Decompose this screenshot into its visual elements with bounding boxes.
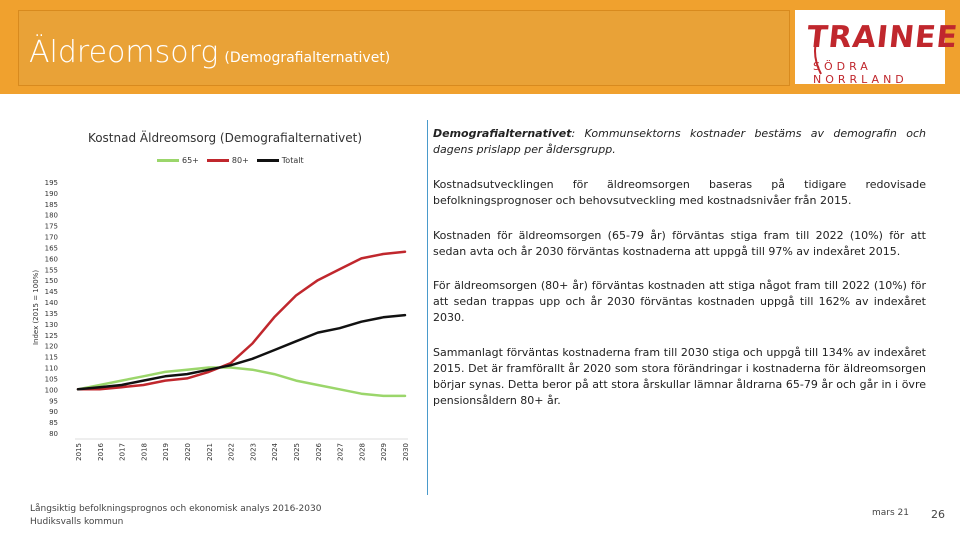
y-tick-label: 80 bbox=[49, 430, 58, 438]
legend-label: Totalt bbox=[281, 156, 304, 165]
legend-item bbox=[207, 156, 249, 165]
logo-text: TRAINEE bbox=[805, 20, 960, 55]
x-tick-label: 2017 bbox=[118, 443, 127, 461]
paragraph-definition bbox=[433, 126, 926, 158]
definition-text: : Kommunsektorns kostnader bestäms av demografin och dagens prislapp per åldersgrupp. bbox=[433, 127, 926, 156]
y-tick-label: 105 bbox=[44, 375, 58, 384]
y-tick-label: 145 bbox=[44, 288, 58, 297]
legend-swatch bbox=[207, 159, 229, 162]
x-tick-label: 2016 bbox=[96, 443, 105, 461]
title-box bbox=[18, 10, 790, 86]
y-tick-label: 115 bbox=[44, 353, 58, 362]
page-title bbox=[29, 35, 390, 70]
paragraph-total: Sammanlagt förväntas kostnaderna fram till 2030 stiga och uppgå till 134% av indexåret 2015. Det är framförallt år 2020 som stora förändringar i kostnaderna för äldreomsorgen börjar synas. Detta beror på att stora årskullar lämnar åldrarna 65-79 år och går in i övre pensionsåldern 80+ år. bbox=[433, 346, 926, 407]
y-tick-label: 85 bbox=[49, 419, 58, 428]
x-tick-label: 2028 bbox=[358, 443, 367, 461]
y-tick-label: 140 bbox=[44, 299, 58, 308]
y-tick-label: 110 bbox=[44, 364, 58, 373]
y-tick-label: 95 bbox=[49, 397, 58, 406]
x-tick-label: 2029 bbox=[380, 443, 389, 461]
page-number: 26 bbox=[931, 508, 945, 521]
x-tick-label: 2019 bbox=[162, 443, 171, 461]
y-tick-label: 175 bbox=[44, 222, 58, 231]
paragraph-80-plus: För äldreomsorgen (80+ år) förväntas kostnaden att stiga något fram till 2022 (10%) för att sedan trappas upp och år 2030 förväntas kostnaden uppgå till 162% av indexåret 2030. bbox=[433, 279, 926, 324]
x-tick-label: 2015 bbox=[75, 443, 83, 461]
y-tick-label: 165 bbox=[44, 244, 58, 253]
chart-title: Kostnad Äldreomsorg (Demografialternativet) bbox=[87, 131, 363, 145]
legend-swatch bbox=[157, 159, 179, 162]
y-tick-label: 160 bbox=[44, 255, 58, 264]
y-tick-label: 185 bbox=[44, 200, 58, 209]
x-tick-label: 2020 bbox=[184, 443, 192, 461]
chart-legend bbox=[157, 156, 304, 165]
footer-date: mars 21 bbox=[872, 508, 909, 518]
footer-source bbox=[30, 503, 321, 529]
logo bbox=[795, 10, 960, 86]
legend-item bbox=[157, 156, 199, 165]
y-tick-label: 135 bbox=[44, 309, 58, 318]
legend-swatch bbox=[257, 159, 279, 162]
page-title-sub: (Demografialternativet) bbox=[224, 50, 391, 66]
y-tick-label: 150 bbox=[44, 277, 58, 286]
x-tick-label: 2026 bbox=[314, 443, 323, 461]
y-tick-label: 90 bbox=[49, 408, 58, 417]
logo-subtext: SÖDRA NORRLAND bbox=[813, 60, 908, 86]
footer-source-line2: Hudiksvalls kommun bbox=[30, 517, 124, 527]
page-title-main: Äldreomsorg bbox=[29, 35, 219, 70]
legend-label: 65+ bbox=[182, 156, 199, 165]
y-tick-label: 180 bbox=[44, 211, 58, 220]
y-tick-label: 195 bbox=[44, 179, 58, 187]
line-chart bbox=[28, 172, 423, 462]
y-tick-label: 155 bbox=[44, 266, 58, 275]
x-tick-label: 2027 bbox=[336, 443, 345, 461]
y-tick-label: 170 bbox=[44, 233, 58, 242]
legend-item bbox=[257, 156, 304, 165]
y-tick-label: 120 bbox=[44, 342, 58, 351]
footer-source-line1: Långsiktig befolkningsprognos och ekonomisk analys 2016-2030 bbox=[30, 504, 322, 514]
y-tick-label: 190 bbox=[44, 189, 58, 198]
x-tick-label: 2030 bbox=[402, 443, 410, 461]
legend-label: 80+ bbox=[231, 156, 249, 165]
definition-term: Demografialternativet bbox=[433, 127, 572, 140]
paragraph-basis: Kostnadsutvecklingen för äldreomsorgen baseras på tidigare redovisade befolkningsprognoser och behovsutveckling med kostnadsnivåer från 2015. bbox=[433, 178, 926, 207]
divider-line bbox=[427, 120, 428, 495]
y-axis-label: Index (2015 = 100%) bbox=[32, 269, 40, 346]
y-tick-label: 100 bbox=[44, 386, 58, 395]
x-tick-label: 2023 bbox=[249, 443, 258, 461]
x-tick-label: 2021 bbox=[205, 443, 214, 461]
x-tick-label: 2025 bbox=[293, 443, 301, 461]
x-tick-label: 2024 bbox=[271, 443, 280, 461]
y-tick-label: 125 bbox=[44, 331, 58, 340]
series-line-65- bbox=[78, 368, 405, 396]
x-tick-label: 2018 bbox=[140, 443, 149, 461]
x-tick-label: 2022 bbox=[227, 443, 236, 461]
paragraph-65-79: Kostnaden för äldreomsorgen (65-79 år) förväntas stiga fram till 2022 (10%) för att sedan avta och år 2030 förväntas kostnaderna att uppgå till 97% av indexåret 2015. bbox=[433, 229, 926, 258]
y-tick-label: 130 bbox=[44, 320, 58, 329]
